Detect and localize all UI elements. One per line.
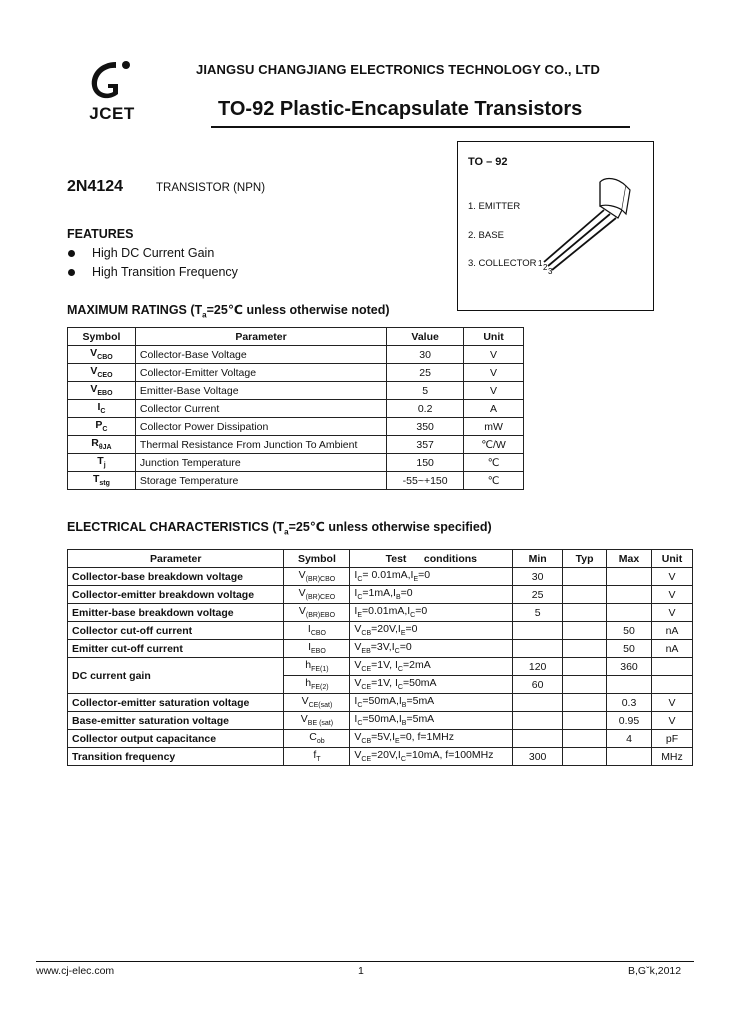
min-cell: 5 <box>513 604 563 622</box>
value-cell: 30 <box>387 346 464 364</box>
document-title: TO-92 Plastic-Encapsulate Transistors <box>218 98 583 120</box>
parameter-cell: Collector output capacitance <box>68 730 284 748</box>
parameter-cell: Emitter-Base Voltage <box>135 382 386 400</box>
column-header: Symbol <box>284 550 350 568</box>
min-cell <box>513 712 563 730</box>
symbol-cell: $V_{CE(sat)}$ <box>284 694 350 712</box>
min-cell <box>513 622 563 640</box>
pin-collector: 3. COLLECTOR <box>468 258 537 269</box>
unit-cell <box>651 658 692 676</box>
typ-cell <box>563 694 607 712</box>
pin-number-3: 3 <box>548 267 553 276</box>
symbol-cell: $T_j$ <box>68 454 136 472</box>
symbol-cell: $R_{\theta JA}$ <box>68 436 136 454</box>
max-cell: 360 <box>607 658 652 676</box>
value-cell: 150 <box>387 454 464 472</box>
max-cell: 0.95 <box>607 712 652 730</box>
symbol-cell: $V_{EBO}$ <box>68 382 136 400</box>
symbol-cell: $h_{FE(1)}$ <box>284 658 350 676</box>
unit-cell: pF <box>651 730 692 748</box>
column-header: Min <box>513 550 563 568</box>
feature-text: High Transition Frequency <box>92 265 238 279</box>
feature-item <box>67 265 238 279</box>
symbol-cell: $I_C$ <box>68 400 136 418</box>
parameter-cell: Emitter-base breakdown voltage <box>68 604 284 622</box>
bullet-icon <box>68 269 75 276</box>
symbol-cell: $V_{(BR)EBO}$ <box>284 604 350 622</box>
typ-cell <box>563 748 607 766</box>
min-cell <box>513 730 563 748</box>
page-number: 1 <box>358 965 364 977</box>
value-cell: 350 <box>387 418 464 436</box>
parameter-cell: Collector-base breakdown voltage <box>68 568 284 586</box>
column-header: Parameter <box>68 550 284 568</box>
symbol-cell: $C_{ob}$ <box>284 730 350 748</box>
symbol-cell: $V_{(BR)CBO}$ <box>284 568 350 586</box>
table-row <box>68 400 524 418</box>
feature-item <box>67 246 214 260</box>
parameter-cell: DC current gain <box>68 658 284 694</box>
unit-cell: MHz <box>651 748 692 766</box>
typ-cell <box>563 712 607 730</box>
table-row <box>68 604 693 622</box>
max-cell: 50 <box>607 622 652 640</box>
unit-cell: V <box>464 364 524 382</box>
condition-cell: $I_C=50mA,I_B=5mA$ <box>350 694 513 712</box>
unit-cell: V <box>651 568 692 586</box>
value-cell: -55~+150 <box>387 472 464 490</box>
unit-cell: mW <box>464 418 524 436</box>
column-header: Unit <box>651 550 692 568</box>
parameter-cell: Collector-emitter breakdown voltage <box>68 586 284 604</box>
condition-cell: $V_{CB}=20V,I_E=0$ <box>350 622 513 640</box>
condition-cell: $I_C=50mA,I_B=5mA$ <box>350 712 513 730</box>
max-cell <box>607 748 652 766</box>
unit-cell: nA <box>651 640 692 658</box>
table-row <box>68 382 524 400</box>
min-cell <box>513 694 563 712</box>
min-cell <box>513 640 563 658</box>
condition-cell: $V_{CB}=5V,I_E=0$, f=1MHz <box>350 730 513 748</box>
condition-cell: $V_{CE}=1V$, $I_C=50mA$ <box>350 676 513 694</box>
symbol-cell: $I_{EBO}$ <box>284 640 350 658</box>
column-header: Test conditions <box>350 550 513 568</box>
symbol-cell: $f_T$ <box>284 748 350 766</box>
company-name: JIANGSU CHANGJIANG ELECTRONICS TECHNOLOGY CO., LTD <box>196 62 600 77</box>
footer-url: www.cj-elec.com <box>36 965 115 977</box>
symbol-cell: $V_{BE (sat)}$ <box>284 712 350 730</box>
pin-emitter: 1. EMITTER <box>468 201 521 212</box>
min-cell: 120 <box>513 658 563 676</box>
table-row <box>68 454 524 472</box>
max-cell <box>607 586 652 604</box>
unit-cell: ℃/W <box>464 436 524 454</box>
table-row <box>68 568 693 586</box>
unit-cell: nA <box>651 622 692 640</box>
parameter-cell: Junction Temperature <box>135 454 386 472</box>
typ-cell <box>563 622 607 640</box>
symbol-cell: $V_{CEO}$ <box>68 364 136 382</box>
condition-cell: $I_C= 0.01mA,I_E=0$ <box>350 568 513 586</box>
table-row <box>68 472 524 490</box>
value-cell: 357 <box>387 436 464 454</box>
max-ratings-heading: MAXIMUM RATINGS ($T_a=25℃$ unless otherwise noted) <box>67 303 390 320</box>
table-row <box>68 694 693 712</box>
typ-cell <box>563 568 607 586</box>
electrical-characteristics-table <box>67 549 693 766</box>
table-row <box>68 658 693 676</box>
min-cell: 30 <box>513 568 563 586</box>
condition-cell: $I_C=1mA,I_B=0$ <box>350 586 513 604</box>
min-cell: 25 <box>513 586 563 604</box>
column-header: Max <box>607 550 652 568</box>
parameter-cell: Collector-emitter saturation voltage <box>68 694 284 712</box>
table-header-row <box>68 550 693 568</box>
package-title: TO – 92 <box>468 156 508 168</box>
table-row <box>68 436 524 454</box>
table-row <box>68 748 693 766</box>
parameter-cell: Thermal Resistance From Junction To Ambient <box>135 436 386 454</box>
column-header: Parameter <box>135 328 386 346</box>
table-header-row <box>68 328 524 346</box>
unit-cell: V <box>651 694 692 712</box>
max-cell <box>607 604 652 622</box>
condition-cell: $V_{CE}=20V,I_C=10mA$, f=100MHz <box>350 748 513 766</box>
condition-cell: $I_E=0.01mA,I_C=0$ <box>350 604 513 622</box>
max-cell: 50 <box>607 640 652 658</box>
table-row <box>68 364 524 382</box>
table-row <box>68 586 693 604</box>
parameter-cell: Emitter cut-off current <box>68 640 284 658</box>
footer-revision: B,Gˇk,2012 <box>628 965 682 977</box>
value-cell: 25 <box>387 364 464 382</box>
to92-package-icon <box>530 170 650 280</box>
table-row <box>68 730 693 748</box>
unit-cell: A <box>464 400 524 418</box>
footer-rule <box>36 961 694 962</box>
min-cell: 300 <box>513 748 563 766</box>
logo-text: JCET <box>89 104 135 123</box>
typ-cell <box>563 604 607 622</box>
electrical-heading: ELECTRICAL CHARACTERISTICS ($T_a=25℃$ unless otherwise specified) <box>67 520 492 537</box>
value-cell: 0.2 <box>387 400 464 418</box>
value-cell: 5 <box>387 382 464 400</box>
parameter-cell: Collector Current <box>135 400 386 418</box>
condition-cell: $V_{EB}=3V,I_C=0$ <box>350 640 513 658</box>
bullet-icon <box>68 250 75 257</box>
parameter-cell: Collector Power Dissipation <box>135 418 386 436</box>
symbol-cell: $h_{FE(2)}$ <box>284 676 350 694</box>
column-header: Symbol <box>68 328 136 346</box>
max-ratings-table <box>67 327 524 490</box>
table-row <box>68 712 693 730</box>
part-number: 2N4124 <box>67 178 124 195</box>
unit-cell: V <box>464 346 524 364</box>
title-rule <box>211 126 630 128</box>
unit-cell: V <box>651 712 692 730</box>
typ-cell <box>563 658 607 676</box>
min-cell: 60 <box>513 676 563 694</box>
unit-cell: V <box>464 382 524 400</box>
features-heading: FEATURES <box>67 227 134 241</box>
unit-cell: ℃ <box>464 454 524 472</box>
parameter-cell: Collector-Base Voltage <box>135 346 386 364</box>
symbol-cell: $V_{(BR)CEO}$ <box>284 586 350 604</box>
max-cell: 0.3 <box>607 694 652 712</box>
max-cell <box>607 676 652 694</box>
column-header: Typ <box>563 550 607 568</box>
table-row <box>68 640 693 658</box>
pin-number-2: 2 <box>543 263 548 272</box>
unit-cell <box>651 676 692 694</box>
parameter-cell: Transition frequency <box>68 748 284 766</box>
column-header: Value <box>387 328 464 346</box>
typ-cell <box>563 730 607 748</box>
parameter-cell: Base-emitter saturation voltage <box>68 712 284 730</box>
typ-cell <box>563 586 607 604</box>
unit-cell: V <box>651 586 692 604</box>
unit-cell: ℃ <box>464 472 524 490</box>
column-header: Unit <box>464 328 524 346</box>
symbol-cell: $P_C$ <box>68 418 136 436</box>
pin-number-1: 1 <box>538 259 543 268</box>
unit-cell: V <box>651 604 692 622</box>
typ-cell <box>563 640 607 658</box>
table-row <box>68 418 524 436</box>
parameter-cell: Storage Temperature <box>135 472 386 490</box>
parameter-cell: Collector cut-off current <box>68 622 284 640</box>
symbol-cell: $I_{CBO}$ <box>284 622 350 640</box>
pin-base: 2. BASE <box>468 230 504 241</box>
parameter-cell: Collector-Emitter Voltage <box>135 364 386 382</box>
symbol-cell: $T_{stg}$ <box>68 472 136 490</box>
symbol-cell: $V_{CBO}$ <box>68 346 136 364</box>
max-cell: 4 <box>607 730 652 748</box>
feature-text: High DC Current Gain <box>92 246 215 260</box>
max-cell <box>607 568 652 586</box>
part-description: TRANSISTOR (NPN) <box>156 182 266 194</box>
typ-cell <box>563 676 607 694</box>
condition-cell: $V_{CE}=1V$, $I_C=2mA$ <box>350 658 513 676</box>
table-row <box>68 622 693 640</box>
table-row <box>68 346 524 364</box>
